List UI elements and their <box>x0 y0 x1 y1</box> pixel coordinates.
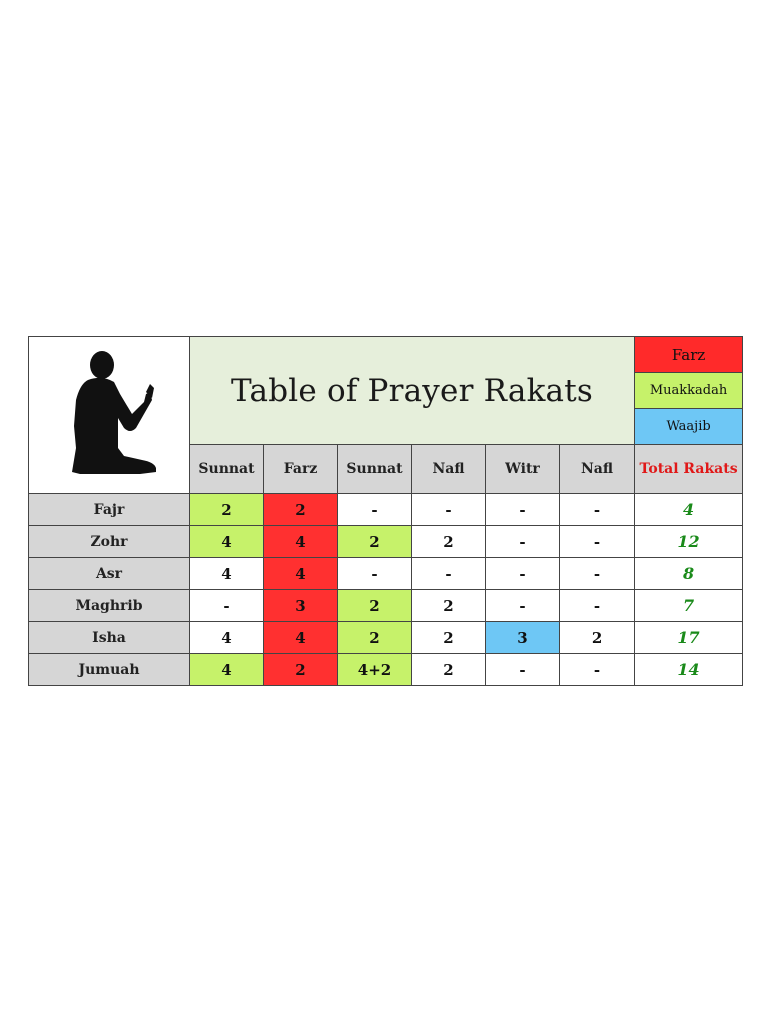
rakat-cell: 2 <box>412 654 486 686</box>
rakat-cell: 4 <box>190 654 264 686</box>
legend-waajib: Waajib <box>635 409 743 445</box>
total-rakats-cell: 4 <box>635 494 743 526</box>
rakat-cell: - <box>486 526 560 558</box>
prayer-name: Jumuah <box>29 654 190 686</box>
rakat-cell: - <box>190 590 264 622</box>
prayer-rakats-table <box>28 336 743 686</box>
column-header: Nafl <box>560 445 635 494</box>
table-row <box>29 654 743 686</box>
rakat-cell: 2 <box>338 622 412 654</box>
rakat-cell: - <box>412 558 486 590</box>
table-row <box>29 526 743 558</box>
column-header: Sunnat <box>338 445 412 494</box>
table-row <box>29 494 743 526</box>
rakat-cell: 4 <box>264 622 338 654</box>
rakat-cell: - <box>560 590 635 622</box>
legend-farz: Farz <box>635 337 743 373</box>
title-cell <box>190 337 635 445</box>
rakat-cell: - <box>412 494 486 526</box>
rakat-cell: 2 <box>338 526 412 558</box>
prayer-name: Isha <box>29 622 190 654</box>
praying-person-silhouette-icon <box>54 348 164 478</box>
rakat-cell: - <box>560 558 635 590</box>
rakat-cell: 4+2 <box>338 654 412 686</box>
total-rakats-cell: 8 <box>635 558 743 590</box>
column-header: Sunnat <box>190 445 264 494</box>
total-rakats-cell: 14 <box>635 654 743 686</box>
table-row <box>29 558 743 590</box>
total-rakats-cell: 17 <box>635 622 743 654</box>
prayer-name: Asr <box>29 558 190 590</box>
rakat-cell: - <box>338 558 412 590</box>
prayer-name: Maghrib <box>29 590 190 622</box>
table-row <box>29 590 743 622</box>
rakat-cell: - <box>560 654 635 686</box>
page-title: Table of Prayer Rakats <box>231 372 594 409</box>
rakat-cell: 4 <box>264 526 338 558</box>
column-header: Farz <box>264 445 338 494</box>
rakat-cell: 4 <box>190 558 264 590</box>
legend-muakkadah: Muakkadah <box>635 373 743 409</box>
praying-person-cell <box>29 337 190 494</box>
rakat-cell: - <box>486 494 560 526</box>
rakat-cell: 4 <box>264 558 338 590</box>
rakat-cell: 4 <box>190 622 264 654</box>
rakat-cell: 3 <box>486 622 560 654</box>
rakat-cell: - <box>560 526 635 558</box>
rakat-cell: 2 <box>264 494 338 526</box>
column-header: Nafl <box>412 445 486 494</box>
rakat-cell: 2 <box>412 622 486 654</box>
rakat-cell: 2 <box>412 590 486 622</box>
rakat-cell: 2 <box>264 654 338 686</box>
total-column-header: Total Rakats <box>635 445 743 494</box>
rakat-cell: - <box>560 494 635 526</box>
rakat-cell: - <box>486 558 560 590</box>
rakat-cell: 2 <box>412 526 486 558</box>
rakat-cell: - <box>338 494 412 526</box>
total-rakats-cell: 7 <box>635 590 743 622</box>
rakat-cell: 2 <box>338 590 412 622</box>
prayer-name: Zohr <box>29 526 190 558</box>
rakat-cell: 2 <box>560 622 635 654</box>
rakat-cell: 3 <box>264 590 338 622</box>
rakat-cell: 4 <box>190 526 264 558</box>
rakat-cell: - <box>486 654 560 686</box>
rakat-cell: 2 <box>190 494 264 526</box>
column-header: Witr <box>486 445 560 494</box>
total-rakats-cell: 12 <box>635 526 743 558</box>
rakat-cell: - <box>486 590 560 622</box>
prayer-name: Fajr <box>29 494 190 526</box>
table-row <box>29 622 743 654</box>
